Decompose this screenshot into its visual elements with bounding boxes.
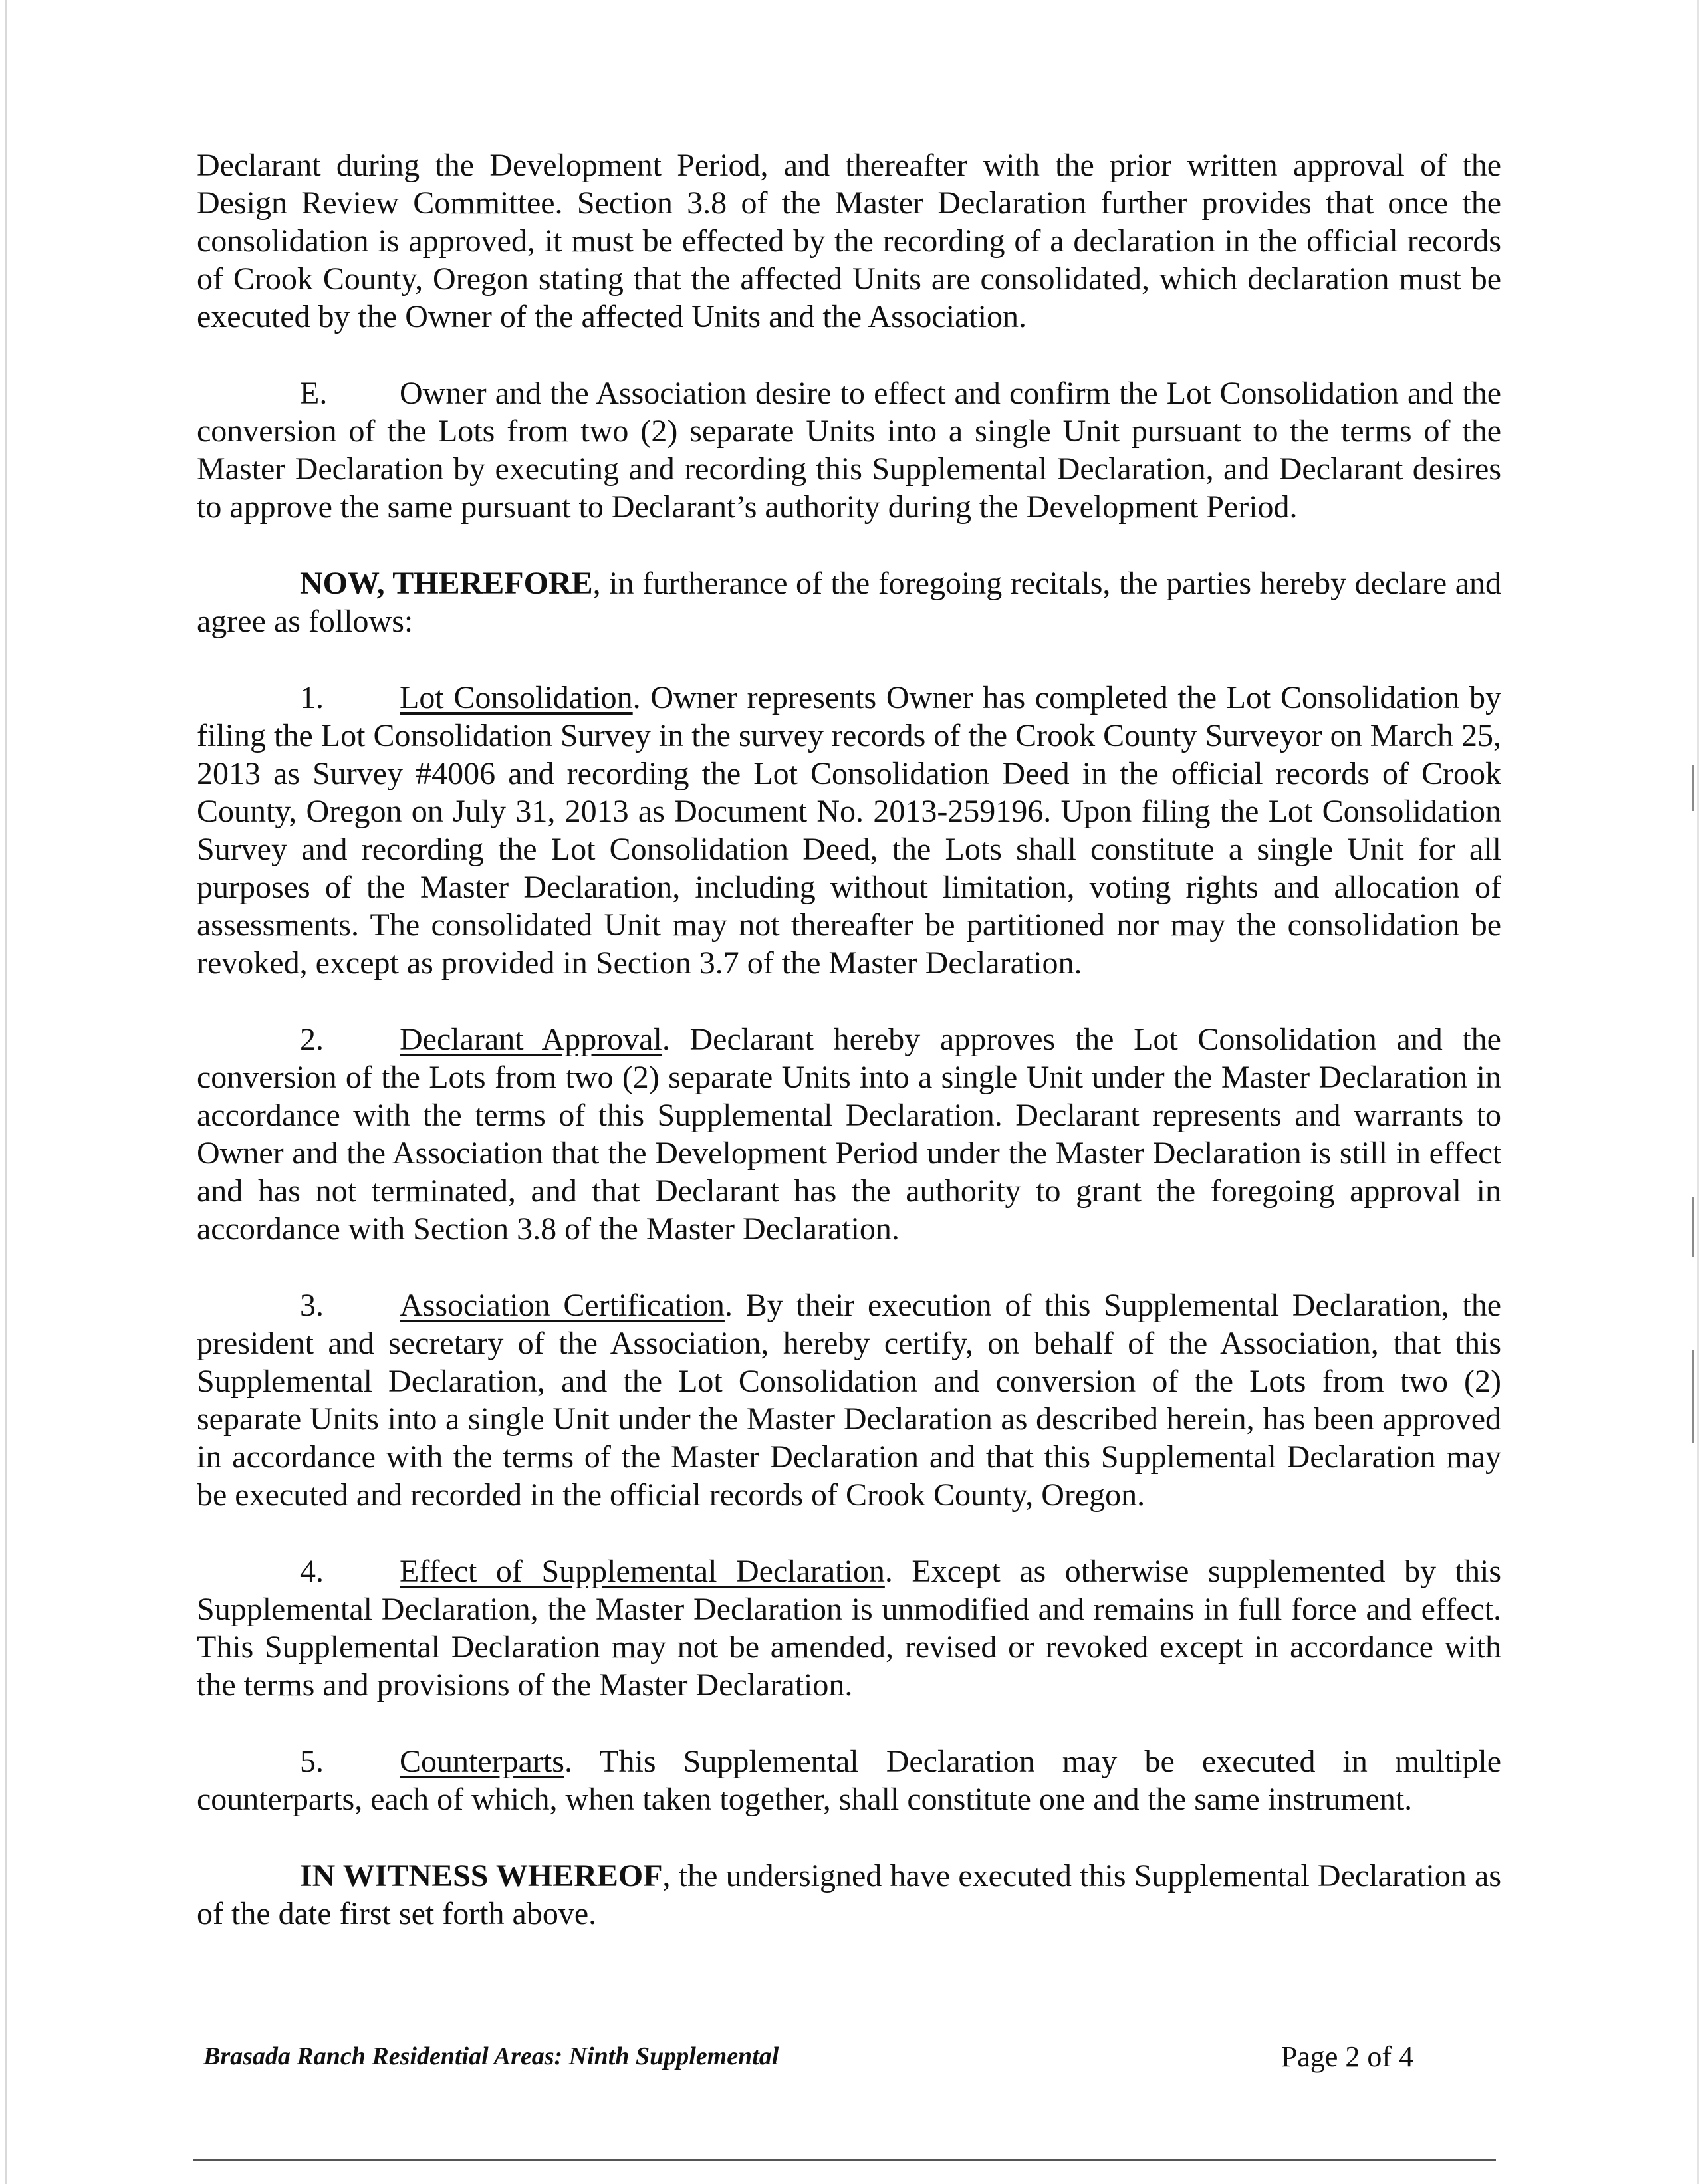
section-heading: Effect of Supplemental Declaration — [400, 1554, 885, 1589]
section-text: . This Supplemental Declaration may be executed in multiple counterparts, each of which, when taken together, shall constitute one and the same instrument. — [197, 1744, 1501, 1817]
page-footer — [203, 2038, 1413, 2078]
section-5 — [197, 1743, 1501, 1818]
recital-label: E. — [300, 376, 328, 411]
section-text: . Except as otherwise supplemented by this Supplemental Declaration, the Master Declaration is unmodified and remains in full force and effect. This Supplemental Declaration may not be amended, revised or revoked except in accordance with the terms and provisions of the Master Declaration. — [197, 1554, 1502, 1703]
section-heading: Counterparts — [400, 1744, 564, 1779]
section-text: . Owner represents Owner has completed the Lot Consolidation by filing the Lot Consolidation Survey in the survey records of the Crook County Surveyor on March 25, 2013 as Survey #4006 and recording the Lot Consolidation Deed in the official records of Crook County, Oregon on July 31, 2013 as Document No. 2013-259196. Upon filing the Lot Consolidation Survey and recording the Lot Consolidation Deed, the Lots shall constitute a single Unit for all purposes of the Master Declaration, including without limitation, voting rights and allocation of assessments. The consolidated Unit may not thereafter be partitioned nor may the consolidation be revoked, except as provided in Section 3.7 of the Master Declaration. — [197, 680, 1502, 981]
margin-mark — [1692, 765, 1694, 811]
margin-mark — [1692, 1350, 1694, 1443]
paragraph-recital-continued: Declarant during the Development Period, and thereafter with the prior written approval of the Design Review Committee. Section 3.8 of the Master Declaration further provides that once the consolidation is approved, it must be effected by the recording of a declaration in the official records of Crook County, Oregon stating that the affected Units are consolidated, which declaration must be executed by the Owner of the affected Units and the Association. — [197, 148, 1501, 334]
now-therefore-text: , in furtherance of the foregoing recitals, the parties hereby declare and agree as follows: — [197, 566, 1502, 639]
document-body — [197, 146, 1501, 1971]
in-witness-lead: IN WITNESS WHEREOF — [300, 1858, 663, 1893]
section-number: 2. — [300, 1022, 324, 1057]
scan-edge-left — [5, 0, 7, 2184]
page-number: Page 2 of 4 — [1280, 2040, 1413, 2073]
bottom-rule — [193, 2159, 1496, 2161]
section-2 — [197, 1021, 1501, 1248]
in-witness-text: , the undersigned have executed this Supplemental Declaration as of the date first set forth above. — [197, 1858, 1502, 1931]
section-number: 4. — [300, 1554, 324, 1589]
section-text: . By their execution of this Supplemental Declaration, the president and secretary of the Association, hereby certify, on behalf of the Association, that this Supplemental Declaration, and the Lot Consolidation and conversion of the Lots from two (2) separate Units into a single Unit under the Master Declaration as described herein, has been approved in accordance with the terms of the Master Declaration and that this Supplemental Declaration may be executed and recorded in the official records of Crook County, Oregon. — [197, 1288, 1501, 1513]
section-number: 1. — [300, 680, 324, 715]
section-1 — [197, 679, 1501, 982]
section-number: 5. — [300, 1744, 324, 1779]
section-heading: Declarant Approval — [400, 1022, 662, 1057]
section-number: 3. — [300, 1288, 324, 1323]
paragraph-in-witness — [197, 1857, 1501, 1933]
section-4 — [197, 1552, 1501, 1704]
paragraph-now-therefore — [197, 564, 1501, 640]
footer-title: Brasada Ranch Residential Areas: Ninth Supplemental — [203, 2042, 779, 2070]
recital-e-text: Owner and the Association desire to effect and confirm the Lot Consolidation and the conversion of the Lots from two (2) separate Units into a single Unit pursuant to the terms of the Master Declaration by executing and recording this Supplemental Declaration, and Declarant desires to approve the same pursuant to Declarant’s authority during the Development Period. — [197, 376, 1501, 525]
section-heading: Association Certification — [400, 1288, 725, 1323]
section-heading: Lot Consolidation — [400, 680, 633, 715]
scan-edge-right — [1697, 0, 1699, 2184]
section-3 — [197, 1286, 1501, 1514]
paragraph-recital-e — [197, 374, 1501, 526]
margin-mark — [1692, 1197, 1694, 1257]
now-therefore-lead: NOW, THEREFORE — [300, 566, 593, 601]
section-text: . Declarant hereby approves the Lot Consolidation and the conversion of the Lots from two (2) separate Units into a single Unit under the Master Declaration in accordance with the terms of this Supplemental Declaration. Declarant represents and warrants to Owner and the Association that the Development Period under the Master Declaration is still in effect and has not terminated, and that Declarant has the authority to grant the foregoing approval in accordance with Section 3.8 of the Master Declaration. — [197, 1022, 1501, 1247]
